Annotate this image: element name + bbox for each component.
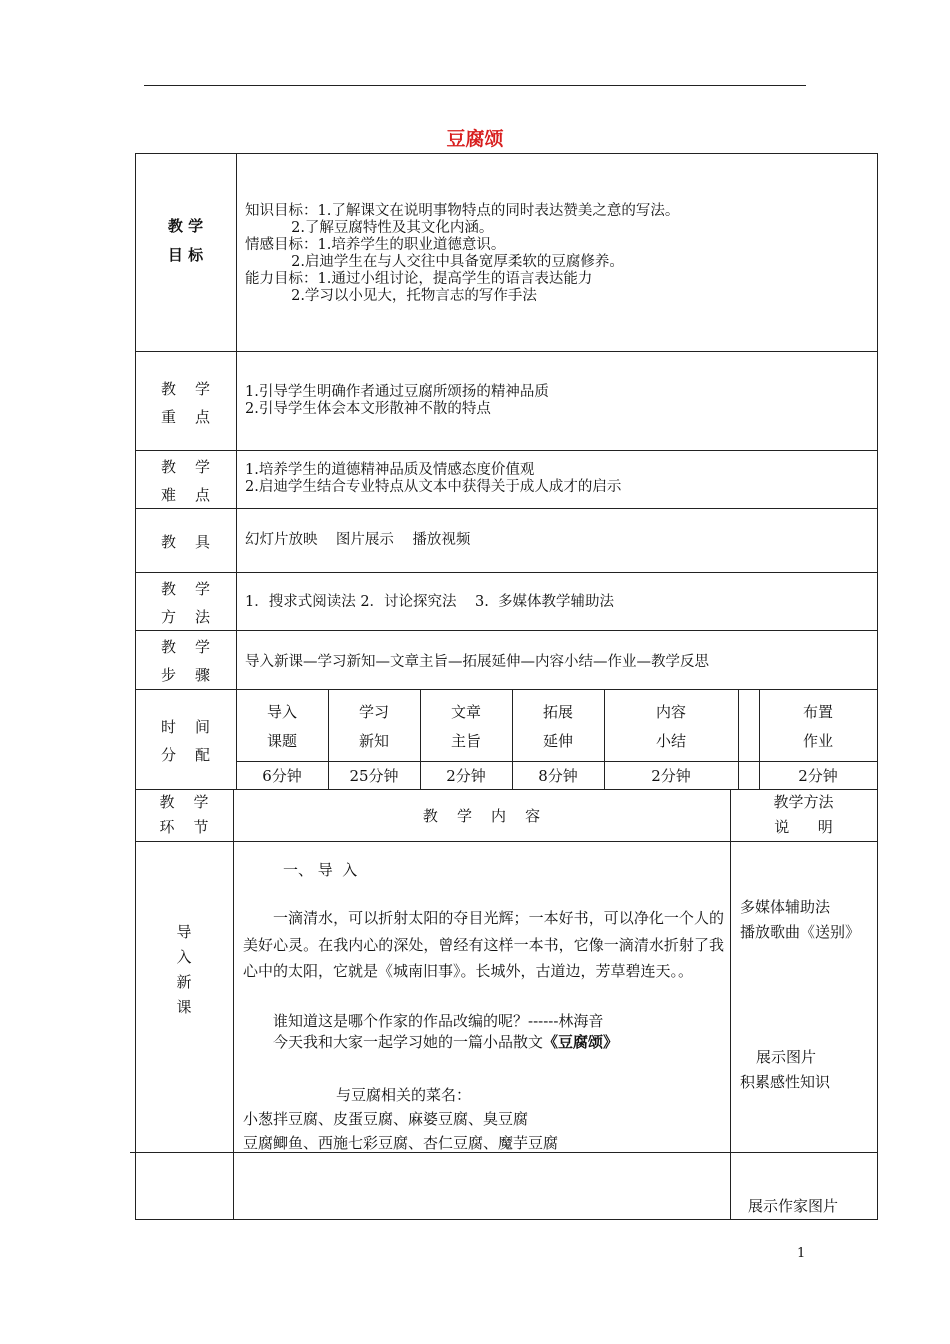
header-rule [144,85,806,86]
table-border-top [135,153,878,154]
intro-question: 谁知道这是哪个作家的作品改编的呢？------林海音 [273,1012,604,1030]
row-divider [135,572,878,573]
objective-line: 知识目标：1.了解课文在说明事物特点的同时表达赞美之意的写法。 [245,203,680,219]
objective-line: 2.启迪学生在与人交往中具备宽厚柔软的豆腐修养。 [245,254,624,270]
row-divider [135,450,878,451]
difficulties-label: 教 学 [160,458,211,476]
document-title: 豆腐颂 [446,128,504,150]
method-header: 说 明 [774,818,833,836]
method-note: 多媒体辅助法 [740,898,831,916]
objective-line: 情感目标：1.培养学生的职业道德意识。 [245,237,506,253]
column-divider [236,153,237,789]
objective-line: 能力目标：1.通过小组讨论，提高学生的语言表达能力 [245,271,593,287]
page-number: 1 [797,1246,806,1261]
content-header: 教 学 内 容 [422,807,541,825]
time-col-label: 课题 [266,732,297,750]
stage-char: 入 [176,948,192,966]
time-col-value: 2分钟 [446,767,486,785]
method-note: 展示图片 [756,1048,817,1066]
stage-char: 课 [176,998,192,1016]
dishes-line: 豆腐鲫鱼、西施七彩豆腐、杏仁豆腐、魔芋豆腐 [243,1134,559,1152]
row-divider [135,841,878,842]
time-col-label: 主旨 [450,732,481,750]
stage-char: 导 [176,923,192,941]
difficulty-line: 2.启迪学生结合专业特点从文本中获得关于成人成才的启示 [245,479,622,495]
intro-today [273,1030,618,1055]
method-note: 播放歌曲《送别》 [740,923,861,941]
time-col-label: 文章 [450,703,481,721]
methods-text: 1．搜求式阅读法 2．讨论探究法 3. 多媒体教学辅助法 [245,594,615,610]
table-border-bottom [135,1219,878,1220]
time-col-value: 2分钟 [798,767,838,785]
key-point-line: 1.引导学生明确作者通过豆腐所颂扬的精神品质 [245,384,549,400]
difficulties-label: 难 点 [160,486,211,504]
time-col-label: 小结 [655,732,686,750]
key-points-label: 教 学 [160,380,211,398]
stage-char: 新 [176,973,192,991]
difficulty-line: 1.培养学生的道德精神品质及情感态度价值观 [245,462,535,478]
tools-label: 教 具 [160,533,211,551]
time-col-label: 学习 [358,703,389,721]
stage-header: 环 节 [159,818,209,836]
intro-paragraph: 一滴清水，可以折射太阳的夺目光辉；一本好书，可以净化一个人的美好心灵。在我内心的深处，曾经有这样一本书，它像一滴清水折射了我心中的太阳，它就是《城南旧事》。长城外，古道边，芳草碧连天。。 [243,909,724,980]
row-divider [135,508,878,509]
time-col-value: 2分钟 [651,767,691,785]
time-col-label: 新知 [358,732,389,750]
steps-label: 步 骤 [160,666,211,684]
column-divider [730,789,731,1219]
steps-label: 教 学 [160,638,211,656]
today-title: 《豆腐颂》 [543,1033,619,1051]
methods-label: 方 法 [160,608,211,626]
time-col-value: 8分钟 [538,767,578,785]
table-border-right [877,789,878,1219]
stage-header: 教 学 [159,793,209,811]
tools-text: 幻灯片放映 图片展示 播放视频 [245,532,471,548]
method-note: 积累感性知识 [740,1073,831,1091]
row-divider [135,689,878,690]
table-border-right [877,153,878,789]
today-prefix: 今天我和大家一起学习她的一篇小品散文 [273,1033,544,1051]
time-col-label: 导入 [266,703,297,721]
row-divider [135,351,878,352]
time-col-label: 拓展 [542,703,573,721]
objective-line: 2.了解豆腐特性及其文化内涵。 [245,220,494,236]
time-col-value: 6分钟 [262,767,302,785]
section-heading: 一、 导 入 [283,861,358,879]
column-divider [738,689,739,789]
methods-label: 教 学 [160,580,211,598]
time-col-label: 布置 [802,703,833,721]
time-col-label: 作业 [802,732,833,750]
time-col-value: 25分钟 [349,767,399,785]
row-divider [135,630,878,631]
method-note: 展示作家图片 [748,1197,839,1215]
objectives-label: 教 学 [167,217,204,235]
dishes-heading: 与豆腐相关的菜名： [336,1086,472,1104]
time-label: 时 间 [160,718,211,736]
column-divider [233,789,234,1219]
key-point-line: 2.引导学生体会本文形散神不散的特点 [245,401,491,417]
objective-line: 2.学习以小见大，托物言志的写作手法 [245,288,537,304]
time-label: 分 配 [160,746,211,764]
dishes-line: 小葱拌豆腐、皮蛋豆腐、麻婆豆腐、臭豆腐 [243,1110,529,1128]
method-header: 教学方法 [773,793,834,811]
time-col-label: 延伸 [542,732,573,750]
steps-text: 导入新课—学习新知—文章主旨—拓展延伸—内容小结—作业—教学反思 [245,654,709,670]
key-points-label: 重 点 [160,408,211,426]
time-col-label: 内容 [655,703,686,721]
objectives-label: 目 标 [167,246,204,264]
